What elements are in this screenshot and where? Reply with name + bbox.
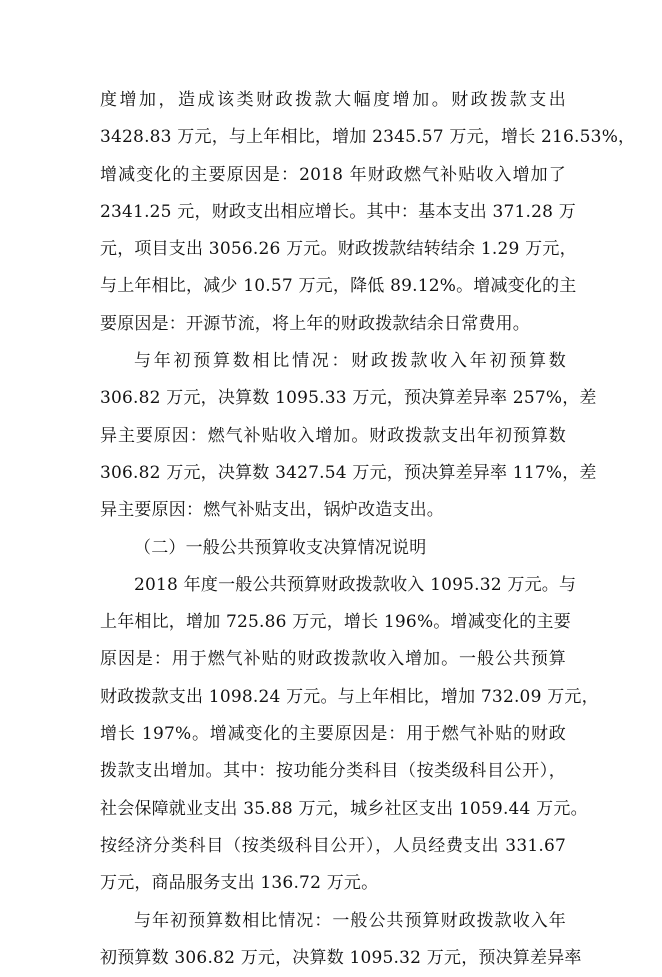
text-line: 财政拨款支出 1098.24 万元。与上年相比，增加 732.09 万元， [100,686,599,707]
text-line: 初预算数 306.82 万元，决算数 1095.32 万元，预决算差异率 [100,947,582,968]
text-line: 增长 197%。增减变化的主要原因是：用于燃气补贴的财政 [100,724,566,745]
text-line: 306.82 万元，决算数 1095.33 万元，预决算差异率 257%，差 [100,388,597,409]
text-line: 社会保障就业支出 35.88 万元，城乡社区支出 1059.44 万元。 [100,798,588,819]
section-heading: （二）一般公共预算收支决算情况说明 [134,537,427,558]
text-line: 万元，商品服务支出 136.72 万元。 [100,873,379,894]
text-line: 与上年相比，减少 10.57 万元，降低 89.12%。增减变化的主 [100,276,577,297]
text-line: 元，项目支出 3056.26 万元。财政拨款结转结余 1.29 万元， [100,239,577,260]
text-line: 增减变化的主要原因是：2018 年财政燃气补贴收入增加了 [100,164,566,185]
paragraph-first-line: 2018 年度一般公共预算财政拨款收入 1095.32 万元。与 [134,574,577,595]
text-line: 上年相比，增加 725.86 万元，增长 196%。增减变化的主要 [100,612,571,633]
paragraph-first-line: 与年初预算数相比情况：财政拨款收入年初预算数 [134,351,566,372]
text-line: 异主要原因：燃气补贴收入增加。财政拨款支出年初预算数 [100,425,566,446]
paragraph-first-line: 与年初预算数相比情况：一般公共预算财政拨款收入年 [134,910,566,931]
text-line: 异主要原因：燃气补贴支出，锅炉改造支出。 [100,500,444,521]
text-line: 306.82 万元，决算数 3427.54 万元，预决算差异率 117%，差 [100,462,597,483]
text-line: 拨款支出增加。其中：按功能分类科目（按类级科目公开）， [100,761,566,782]
text-line: 度增加，造成该类财政拨款大幅度增加。财政拨款支出 [100,90,566,110]
body-text [100,82,636,977]
text-line: 3428.83 万元，与上年相比，增加 2345.57 万元，增长 216.53%， [100,127,636,148]
text-line: 要原因是：开源节流，将上年的财政拨款结余日常费用。 [100,313,530,334]
text-line: 原因是：用于燃气补贴的财政拨款收入增加。一般公共预算 [100,649,566,670]
text-line: 按经济分类科目（按类级科目公开），人员经费支出 331.67 [100,835,566,856]
text-line: 2341.25 元，财政支出相应增长。其中：基本支出 371.28 万 [100,201,576,222]
